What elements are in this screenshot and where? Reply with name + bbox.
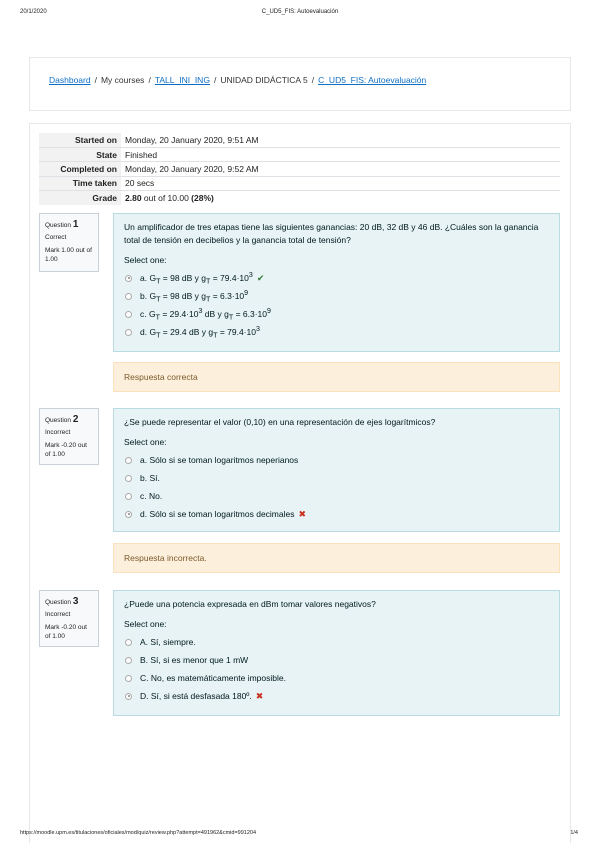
select-one-prompt: Select one: [124,255,167,266]
question-text: ¿Se puede representar el valor (0,10) en una representación de ejes logarítmicos? [124,417,436,427]
summary-row [39,133,560,147]
radio-button[interactable] [125,657,132,664]
breadcrumb-container [29,57,571,111]
answer-option[interactable] [124,651,549,669]
summary-grade [121,191,560,205]
answer-option[interactable] [124,305,549,323]
breadcrumb-separator: / [148,75,151,85]
answer-option[interactable] [124,505,549,523]
answer-option[interactable] [124,487,549,505]
question-label: Question [45,222,72,229]
grade-percent: (28%) [191,193,214,203]
answer-label: c. $G_T = 29.4\cdot 10^3$ dB y $g_T = 6.3\cdot 10^9$ [140,307,271,322]
breadcrumb-separator: / [311,75,315,85]
answer-option[interactable] [124,669,549,687]
answer-option[interactable] [124,323,549,341]
radio-button[interactable] [125,475,132,482]
radio-button[interactable] [125,311,132,318]
question-number: 2 [72,414,79,425]
radio-button[interactable] [125,639,132,646]
answer-label: b. Sí. [140,473,160,484]
answer-label: b. $G_T = 98$ dB y $g_T = 6.3\cdot 10^9$ [140,289,249,304]
question-state: Incorrect [45,428,71,436]
question-state: Incorrect [45,610,71,618]
radio-button[interactable] [125,675,132,682]
attempt-summary-table [39,133,560,205]
question-info [39,408,99,465]
cross-icon: ✖ [255,690,264,701]
breadcrumb-unit: UNIDAD DIDÁCTICA 5 [220,75,308,85]
print-date: 20/1/2020 [20,9,47,15]
question-feedback: Respuesta incorrecta. [113,543,560,573]
breadcrumb-dashboard[interactable]: Dashboard [49,75,91,85]
answer-label: d. Sólo si se toman logaritmos decimales [140,509,295,520]
summary-key: Grade [39,191,121,205]
summary-key: Completed on [39,162,121,176]
breadcrumb [49,75,426,85]
check-icon: ✔ [256,272,265,283]
summary-row [39,147,560,161]
answer-label: c. No. [140,491,163,502]
question-info [39,213,99,272]
summary-row [39,176,560,190]
breadcrumb-course[interactable]: TALL_INI_ING [154,75,210,85]
summary-value: Finished [121,147,560,161]
print-page-count: 1/4 [570,830,578,836]
answer-option[interactable] [124,269,549,287]
print-title: C_UD5_FIS: Autoevaluación [261,9,339,15]
print-header [0,9,600,19]
grade-score: 2.80 [125,193,142,203]
answer-option[interactable] [124,469,549,487]
radio-button[interactable] [125,511,132,518]
summary-key: Time taken [39,176,121,190]
question-text: Un amplificador de tres etapas tiene las siguientes ganancias: 20 dB, 32 dB y 46 dB. ¿Cuáles son la ganancia total de tensión en decibelios y la ganancia total de tensión? [124,222,539,246]
question-number: 3 [72,596,79,607]
print-url: https://moodle.upm.es/titulaciones/oficiales/mod/quiz/review.php?attempt=491962&cmid=991204 [20,830,257,836]
radio-button[interactable] [125,693,132,700]
answer-option[interactable] [124,633,549,651]
question-formulation [113,213,560,352]
answer-label: D. Sí, si está desfasada 180º. [140,691,252,702]
question-mark: Mark -0.20 out of 1.00 [45,441,87,459]
print-footer [0,830,600,840]
answer-label: B. Sí, si es menor que 1 mW [140,655,249,666]
breadcrumb-quiz[interactable]: C_UD5_FIS: Autoevaluación [318,75,427,85]
question-formulation [113,590,560,716]
question-mark: Mark -0.20 out of 1.00 [45,623,87,641]
question-number: 1 [72,219,79,230]
grade-out-of: out of 10.00 [141,193,192,203]
summary-key: Started on [39,133,121,147]
summary-row [39,162,560,176]
radio-button[interactable] [125,275,132,282]
summary-value: Monday, 20 January 2020, 9:51 AM [125,134,259,145]
answer-option[interactable] [124,287,549,305]
radio-button[interactable] [125,329,132,336]
radio-button[interactable] [125,457,132,464]
breadcrumb-my-courses: My courses [100,75,145,85]
summary-row [39,191,560,205]
answer-option[interactable] [124,687,549,705]
radio-button[interactable] [125,293,132,300]
breadcrumb-separator: / [213,75,217,85]
answer-label: a. $G_T = 98$ dB y $g_T = 79.4\cdot 10^3$ [140,271,253,286]
summary-key: State [39,147,121,161]
summary-value: Monday, 20 January 2020, 9:52 AM [121,162,560,176]
answer-label: d. $G_T = 29.4$ dB y $g_T = 79.4\cdot 10^3$ [140,325,260,340]
breadcrumb-separator: / [94,75,97,85]
question-formulation [113,408,560,532]
answer-label: a. Sólo si se toman logaritmos neperianos [140,455,299,466]
select-one-prompt: Select one: [124,437,167,448]
question-mark: Mark 1.00 out of 1.00 [45,246,92,264]
question-label: Question [45,599,72,606]
question-text: ¿Puede una potencia expresada en dBm tomar valores negativos? [124,599,376,609]
answer-option[interactable] [124,451,549,469]
question-info [39,590,99,647]
summary-value: 20 secs [121,176,560,190]
cross-icon: ✖ [298,508,307,519]
answer-label: A. Sí, siempre. [140,637,196,648]
question-label: Question [45,417,72,424]
radio-button[interactable] [125,493,132,500]
select-one-prompt: Select one: [124,619,167,630]
question-feedback: Respuesta correcta [113,362,560,392]
answer-label: C. No, es matemáticamente imposible. [140,673,286,684]
question-state: Correct [45,233,67,241]
